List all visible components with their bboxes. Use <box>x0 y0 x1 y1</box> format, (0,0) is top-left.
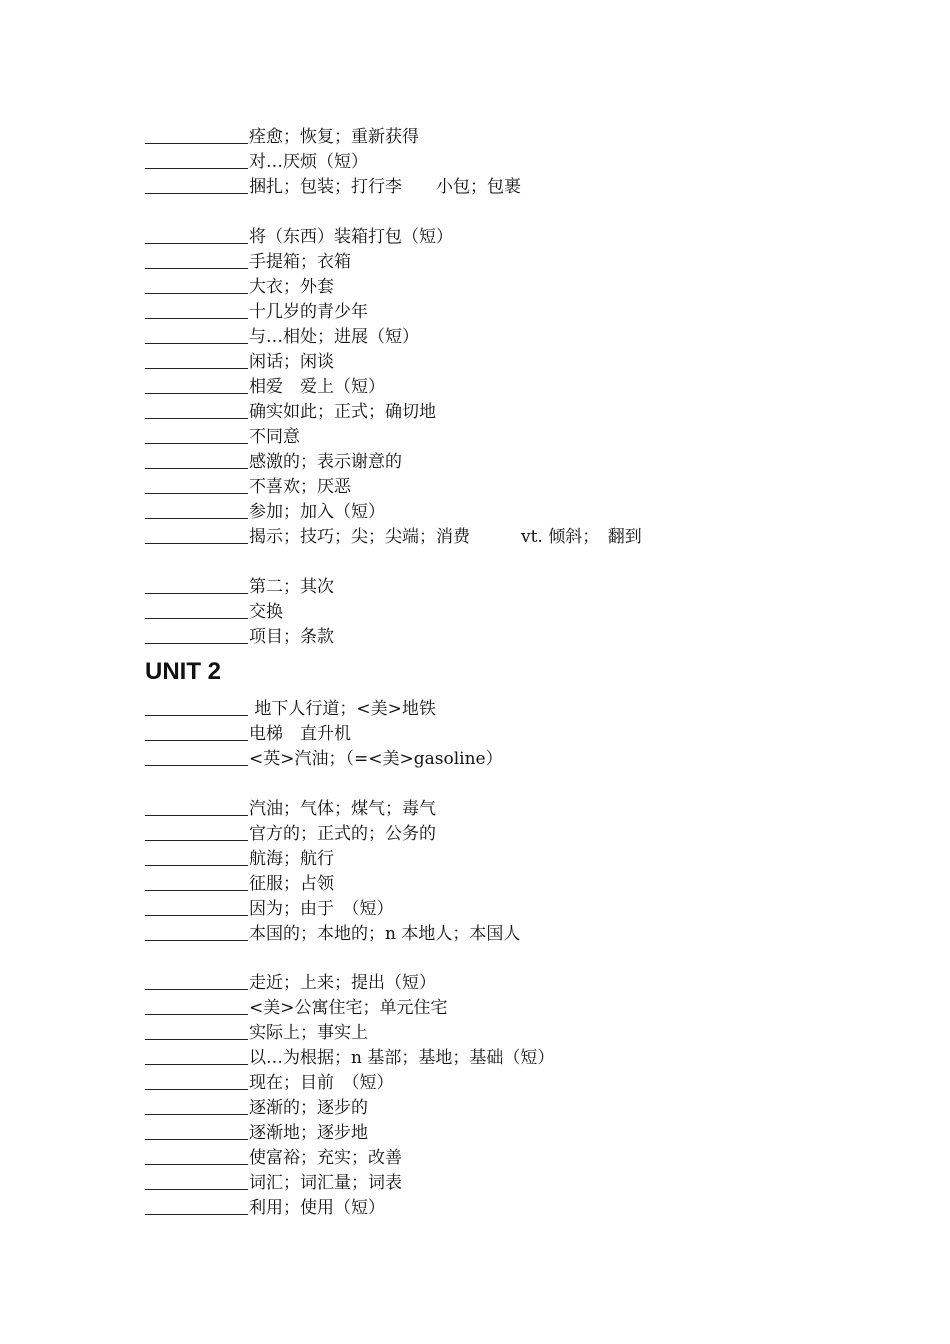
answer-blank[interactable] <box>145 1096 248 1115</box>
vocab-definition: 对…厌烦（短） <box>249 152 368 172</box>
vocab-row <box>145 1171 402 1196</box>
vocab-definition: 大衣；外套 <box>249 277 334 297</box>
vocab-definition: 揭示；技巧；尖；尖端；消费 vt. 倾斜； 翻到 <box>249 527 642 547</box>
vocab-row <box>145 400 436 425</box>
vocab-definition: <英>汽油；（=<美>gasoline） <box>249 749 503 769</box>
answer-blank[interactable] <box>145 300 248 319</box>
answer-blank[interactable] <box>145 175 248 194</box>
vocab-row <box>145 600 283 625</box>
answer-blank[interactable] <box>145 697 248 716</box>
answer-blank[interactable] <box>145 375 248 394</box>
vocab-definition: 航海；航行 <box>249 849 334 869</box>
answer-blank[interactable] <box>145 996 248 1015</box>
answer-blank[interactable] <box>145 722 248 741</box>
vocab-row <box>145 847 334 872</box>
vocab-definition: 本国的；本地的；n 本地人；本国人 <box>249 924 521 944</box>
vocab-row <box>145 872 334 897</box>
vocab-definition: 感激的；表示谢意的 <box>249 452 402 472</box>
vocab-row <box>145 1196 385 1221</box>
answer-blank[interactable] <box>145 1196 248 1215</box>
vocab-row <box>145 697 436 722</box>
vocab-row <box>145 350 334 375</box>
vocab-definition: 与…相处；进展（短） <box>249 327 419 347</box>
vocab-definition: 不同意 <box>249 427 300 447</box>
answer-blank[interactable] <box>145 625 248 644</box>
vocab-row <box>145 996 448 1021</box>
answer-blank[interactable] <box>145 747 248 766</box>
vocab-definition: 以…为根据；n 基部；基地；基础（短） <box>249 1048 555 1068</box>
answer-blank[interactable] <box>145 600 248 619</box>
answer-blank[interactable] <box>145 150 248 169</box>
vocab-row <box>145 175 521 200</box>
vocab-definition: 利用；使用（短） <box>249 1198 385 1218</box>
vocab-row <box>145 575 334 600</box>
vocab-definition: 十几岁的青少年 <box>249 302 368 322</box>
vocab-row <box>145 1021 368 1046</box>
answer-blank[interactable] <box>145 1021 248 1040</box>
answer-blank[interactable] <box>145 1146 248 1165</box>
vocab-definition: 因为；由于 （短） <box>249 899 394 919</box>
vocab-row <box>145 150 368 175</box>
answer-blank[interactable] <box>145 250 248 269</box>
vocab-definition: 使富裕；充实；改善 <box>249 1148 402 1168</box>
vocab-row <box>145 797 436 822</box>
vocab-definition: 汽油；气体；煤气；毒气 <box>249 799 436 819</box>
vocab-row <box>145 475 351 500</box>
vocab-row <box>145 425 300 450</box>
vocab-definition: 现在；目前 （短） <box>249 1073 394 1093</box>
vocab-definition: 捆扎；包装；打行李 小包；包裹 <box>249 177 521 197</box>
answer-blank[interactable] <box>145 897 248 916</box>
vocab-row <box>145 450 402 475</box>
vocab-row <box>145 250 351 275</box>
vocab-row <box>145 897 394 922</box>
answer-blank[interactable] <box>145 425 248 444</box>
vocab-row <box>145 625 334 650</box>
unit-heading: UNIT 2 <box>145 658 222 685</box>
answer-blank[interactable] <box>145 1046 248 1065</box>
vocab-row <box>145 971 436 996</box>
vocab-row <box>145 822 436 847</box>
answer-blank[interactable] <box>145 971 248 990</box>
vocab-row <box>145 225 453 250</box>
vocab-row <box>145 922 520 947</box>
answer-blank[interactable] <box>145 922 248 941</box>
vocab-definition: 交换 <box>249 602 283 622</box>
vocab-definition: 闲话；闲谈 <box>249 352 334 372</box>
answer-blank[interactable] <box>145 847 248 866</box>
vocab-row <box>145 375 385 400</box>
vocab-row <box>145 1121 368 1146</box>
vocab-row <box>145 325 419 350</box>
vocab-definition: 确实如此；正式；确切地 <box>249 402 436 422</box>
vocab-row <box>145 722 351 747</box>
vocab-row <box>145 1046 554 1071</box>
vocab-definition: 地下人行道；<美>地铁 <box>249 699 436 719</box>
vocab-definition: 逐渐地；逐步地 <box>249 1123 368 1143</box>
vocab-definition: 不喜欢；厌恶 <box>249 477 351 497</box>
vocab-row <box>145 275 334 300</box>
answer-blank[interactable] <box>145 325 248 344</box>
answer-blank[interactable] <box>145 1071 248 1090</box>
vocab-row <box>145 500 385 525</box>
vocab-definition: 手提箱；衣箱 <box>249 252 351 272</box>
answer-blank[interactable] <box>145 350 248 369</box>
answer-blank[interactable] <box>145 475 248 494</box>
vocab-row <box>145 747 503 772</box>
vocab-definition: 参加；加入（短） <box>249 502 385 522</box>
answer-blank[interactable] <box>145 525 248 544</box>
vocab-row <box>145 1071 394 1096</box>
vocab-definition: 将（东西）装箱打包（短） <box>249 227 453 247</box>
vocab-definition: 走近；上来；提出（短） <box>249 973 436 993</box>
answer-blank[interactable] <box>145 400 248 419</box>
answer-blank[interactable] <box>145 797 248 816</box>
answer-blank[interactable] <box>145 500 248 519</box>
vocab-definition: 词汇；词汇量；词表 <box>249 1173 402 1193</box>
vocab-definition: 电梯 直升机 <box>249 724 351 744</box>
answer-blank[interactable] <box>145 575 248 594</box>
vocab-definition: 痊愈；恢复；重新获得 <box>249 127 419 147</box>
vocab-definition: 第二；其次 <box>249 577 334 597</box>
vocab-definition: 征服；占领 <box>249 874 334 894</box>
vocab-definition: 相爱 爱上（短） <box>249 377 385 397</box>
vocab-row <box>145 300 368 325</box>
vocab-row <box>145 1096 368 1121</box>
vocab-definition: 官方的；正式的；公务的 <box>249 824 436 844</box>
answer-blank[interactable] <box>145 872 248 891</box>
vocab-definition: <美>公寓住宅；单元住宅 <box>249 998 448 1018</box>
vocab-definition: 项目；条款 <box>249 627 334 647</box>
answer-blank[interactable] <box>145 275 248 294</box>
answer-blank[interactable] <box>145 1121 248 1140</box>
vocab-row <box>145 525 642 550</box>
vocab-definition: 实际上；事实上 <box>249 1023 368 1043</box>
vocab-definition: 逐渐的；逐步的 <box>249 1098 368 1118</box>
answer-blank[interactable] <box>145 1171 248 1190</box>
vocab-row <box>145 1146 402 1171</box>
vocab-row <box>145 125 419 150</box>
answer-blank[interactable] <box>145 450 248 469</box>
answer-blank[interactable] <box>145 125 248 144</box>
answer-blank[interactable] <box>145 225 248 244</box>
answer-blank[interactable] <box>145 822 248 841</box>
